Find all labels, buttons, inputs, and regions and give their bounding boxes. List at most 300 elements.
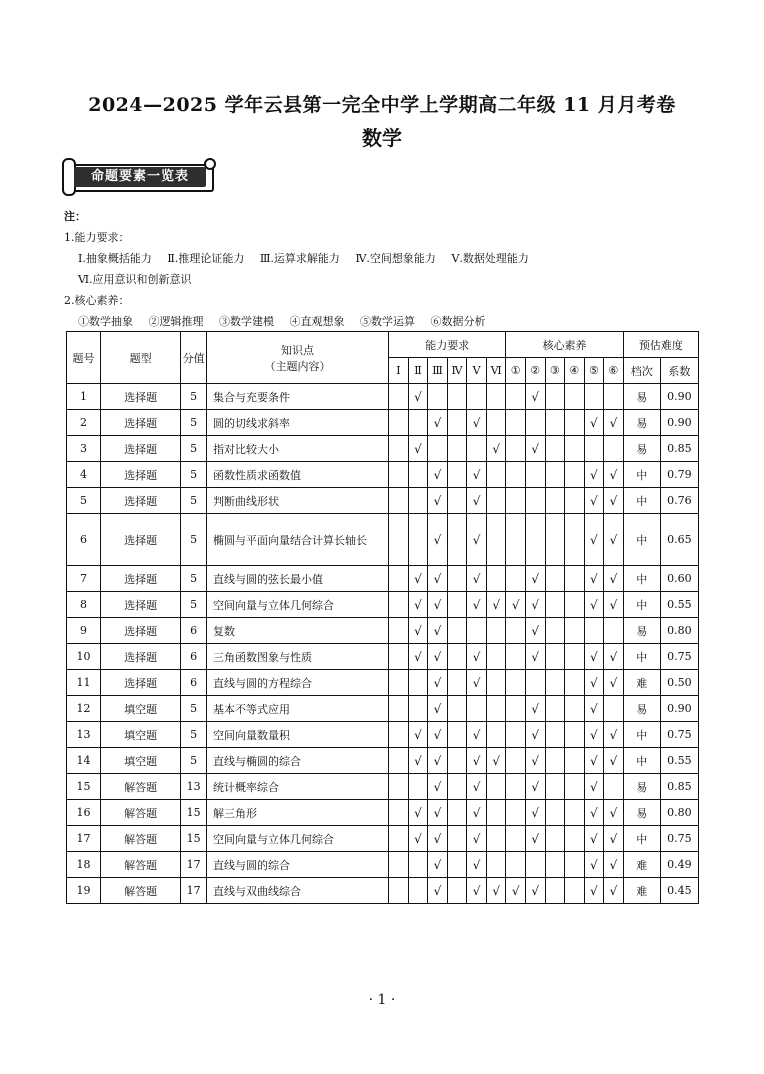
ability-6: Ⅵ.应用意识和创新意识 <box>78 273 192 286</box>
notes-item-2: 2.核心素养： <box>64 294 130 307</box>
cell-ability-5 <box>467 696 487 722</box>
cell-ability-1 <box>389 514 409 566</box>
header-literacy: 核心素养 <box>506 332 623 358</box>
cell-level: 难 <box>623 878 660 904</box>
cell-ability-4 <box>447 592 467 618</box>
cell-literacy-6: √ <box>604 878 624 904</box>
cell-ability-1 <box>389 748 409 774</box>
cell-ability-5: √ <box>467 722 487 748</box>
cell-no: 1 <box>67 384 101 410</box>
cell-literacy-3 <box>545 670 565 696</box>
cell-coef: 0.80 <box>660 800 698 826</box>
cell-ability-5: √ <box>467 566 487 592</box>
cell-level: 难 <box>623 670 660 696</box>
cell-no: 12 <box>67 696 101 722</box>
cell-literacy-1 <box>506 644 526 670</box>
cell-ability-2 <box>408 696 428 722</box>
cell-ability-4 <box>447 670 467 696</box>
cell-level: 易 <box>623 436 660 462</box>
cell-type: 选择题 <box>100 436 180 462</box>
header-ability-3: Ⅲ <box>428 358 448 384</box>
cell-ability-6 <box>486 826 506 852</box>
cell-literacy-3 <box>545 722 565 748</box>
cell-ability-1 <box>389 592 409 618</box>
cell-literacy-2: √ <box>525 748 545 774</box>
cell-literacy-4 <box>565 670 585 696</box>
cell-literacy-1 <box>506 826 526 852</box>
subject-title: 数学 <box>362 126 402 150</box>
cell-literacy-5 <box>584 384 604 410</box>
cell-coef: 0.60 <box>660 566 698 592</box>
cell-literacy-6: √ <box>604 488 624 514</box>
cell-topic: 椭圆与平面向量结合计算长轴长 <box>206 514 388 566</box>
cell-literacy-4 <box>565 514 585 566</box>
cell-topic: 三角函数图象与性质 <box>206 644 388 670</box>
table-row <box>67 462 699 488</box>
cell-type: 填空题 <box>100 748 180 774</box>
cell-coef: 0.55 <box>660 748 698 774</box>
cell-literacy-4 <box>565 878 585 904</box>
cell-level: 中 <box>623 644 660 670</box>
cell-ability-1 <box>389 670 409 696</box>
cell-literacy-6 <box>604 774 624 800</box>
cell-no: 16 <box>67 800 101 826</box>
cell-literacy-4 <box>565 748 585 774</box>
cell-literacy-5: √ <box>584 514 604 566</box>
cell-score: 13 <box>181 774 207 800</box>
cell-ability-5 <box>467 618 487 644</box>
table-row <box>67 592 699 618</box>
cell-literacy-5: √ <box>584 566 604 592</box>
cell-no: 4 <box>67 462 101 488</box>
cell-coef: 0.50 <box>660 670 698 696</box>
cell-literacy-2: √ <box>525 644 545 670</box>
cell-level: 难 <box>623 852 660 878</box>
cell-ability-6 <box>486 618 506 644</box>
cell-literacy-1 <box>506 410 526 436</box>
cell-ability-5: √ <box>467 774 487 800</box>
page-number: · 1 · <box>368 992 396 1008</box>
cell-ability-3: √ <box>428 566 448 592</box>
cell-coef: 0.75 <box>660 644 698 670</box>
cell-no: 2 <box>67 410 101 436</box>
cell-level: 中 <box>623 566 660 592</box>
cell-literacy-1 <box>506 436 526 462</box>
table-body <box>67 384 699 904</box>
cell-ability-4 <box>447 774 467 800</box>
cell-ability-5: √ <box>467 826 487 852</box>
cell-topic: 指对比较大小 <box>206 436 388 462</box>
cell-coef: 0.90 <box>660 410 698 436</box>
cell-literacy-5: √ <box>584 462 604 488</box>
cell-literacy-6: √ <box>604 462 624 488</box>
cell-ability-4 <box>447 800 467 826</box>
cell-ability-1 <box>389 566 409 592</box>
cell-level: 易 <box>623 696 660 722</box>
cell-ability-6 <box>486 774 506 800</box>
cell-literacy-6: √ <box>604 592 624 618</box>
literacy-5: ⑤数学运算 <box>360 315 415 328</box>
cell-ability-4 <box>447 878 467 904</box>
header-type: 题型 <box>100 332 180 384</box>
cell-type: 选择题 <box>100 384 180 410</box>
cell-ability-3: √ <box>428 488 448 514</box>
cell-literacy-1 <box>506 696 526 722</box>
cell-literacy-2 <box>525 852 545 878</box>
cell-literacy-2: √ <box>525 800 545 826</box>
literacy-list <box>64 311 744 332</box>
cell-type: 选择题 <box>100 462 180 488</box>
cell-topic: 空间向量与立体几何综合 <box>206 826 388 852</box>
cell-literacy-1 <box>506 670 526 696</box>
table-row <box>67 722 699 748</box>
cell-literacy-2: √ <box>525 566 545 592</box>
cell-literacy-1 <box>506 384 526 410</box>
cell-literacy-5: √ <box>584 800 604 826</box>
cell-ability-3: √ <box>428 774 448 800</box>
cell-literacy-3 <box>545 748 565 774</box>
cell-ability-6: √ <box>486 592 506 618</box>
cell-ability-4 <box>447 462 467 488</box>
cell-coef: 0.76 <box>660 488 698 514</box>
header-ability-6: Ⅵ <box>486 358 506 384</box>
cell-ability-3: √ <box>428 592 448 618</box>
cell-literacy-6 <box>604 618 624 644</box>
literacy-4: ④直观想象 <box>289 315 345 328</box>
header-level: 档次 <box>623 358 660 384</box>
cell-topic: 直线与椭圆的综合 <box>206 748 388 774</box>
cell-topic: 基本不等式应用 <box>206 696 388 722</box>
table-row <box>67 878 699 904</box>
cell-score: 5 <box>181 566 207 592</box>
cell-ability-5: √ <box>467 878 487 904</box>
cell-ability-2 <box>408 514 428 566</box>
cell-no: 13 <box>67 722 101 748</box>
cell-literacy-3 <box>545 436 565 462</box>
cell-literacy-5: √ <box>584 774 604 800</box>
cell-type: 选择题 <box>100 618 180 644</box>
cell-literacy-1 <box>506 800 526 826</box>
cell-literacy-1 <box>506 774 526 800</box>
header-ability: 能力要求 <box>389 332 506 358</box>
cell-topic: 空间向量与立体几何综合 <box>206 592 388 618</box>
cell-score: 5 <box>181 436 207 462</box>
cell-ability-2 <box>408 462 428 488</box>
notes-section <box>64 206 744 332</box>
cell-coef: 0.90 <box>660 384 698 410</box>
table-row <box>67 514 699 566</box>
cell-ability-3: √ <box>428 410 448 436</box>
cell-ability-2: √ <box>408 800 428 826</box>
cell-ability-4 <box>447 436 467 462</box>
header-ability-5: Ⅴ <box>467 358 487 384</box>
cell-type: 选择题 <box>100 592 180 618</box>
cell-ability-4 <box>447 826 467 852</box>
cell-literacy-5: √ <box>584 722 604 748</box>
cell-ability-6 <box>486 722 506 748</box>
cell-literacy-6: √ <box>604 826 624 852</box>
cell-no: 19 <box>67 878 101 904</box>
cell-ability-1 <box>389 618 409 644</box>
exam-title: 2024—2025 学年云县第一完全中学上学期高二年级 11 月月考卷 <box>88 94 676 116</box>
cell-ability-1 <box>389 878 409 904</box>
cell-literacy-5: √ <box>584 410 604 436</box>
cell-ability-2 <box>408 488 428 514</box>
cell-type: 选择题 <box>100 670 180 696</box>
cell-topic: 直线与圆的综合 <box>206 852 388 878</box>
table-row <box>67 384 699 410</box>
cell-ability-4 <box>447 384 467 410</box>
cell-ability-2 <box>408 410 428 436</box>
cell-ability-4 <box>447 852 467 878</box>
cell-literacy-2: √ <box>525 592 545 618</box>
cell-no: 3 <box>67 436 101 462</box>
cell-score: 6 <box>181 670 207 696</box>
table-row <box>67 748 699 774</box>
cell-literacy-5 <box>584 618 604 644</box>
cell-literacy-3 <box>545 618 565 644</box>
cell-ability-3: √ <box>428 800 448 826</box>
cell-literacy-4 <box>565 696 585 722</box>
cell-literacy-1 <box>506 722 526 748</box>
cell-topic: 统计概率综合 <box>206 774 388 800</box>
cell-literacy-1: √ <box>506 878 526 904</box>
cell-ability-3: √ <box>428 462 448 488</box>
cell-literacy-3 <box>545 384 565 410</box>
cell-literacy-3 <box>545 644 565 670</box>
cell-type: 选择题 <box>100 488 180 514</box>
cell-ability-6 <box>486 488 506 514</box>
table-row <box>67 618 699 644</box>
table-row <box>67 852 699 878</box>
cell-ability-5 <box>467 384 487 410</box>
cell-literacy-2: √ <box>525 436 545 462</box>
cell-level: 中 <box>623 462 660 488</box>
cell-level: 易 <box>623 618 660 644</box>
cell-literacy-2: √ <box>525 696 545 722</box>
cell-ability-4 <box>447 696 467 722</box>
cell-topic: 圆的切线求斜率 <box>206 410 388 436</box>
cell-literacy-4 <box>565 592 585 618</box>
cell-topic: 解三角形 <box>206 800 388 826</box>
cell-ability-5: √ <box>467 670 487 696</box>
cell-ability-3: √ <box>428 826 448 852</box>
cell-ability-3: √ <box>428 878 448 904</box>
header-literacy-5: ⑤ <box>584 358 604 384</box>
cell-topic: 函数性质求函数值 <box>206 462 388 488</box>
cell-type: 选择题 <box>100 410 180 436</box>
cell-literacy-2: √ <box>525 722 545 748</box>
cell-ability-1 <box>389 462 409 488</box>
cell-score: 6 <box>181 644 207 670</box>
cell-topic: 集合与充要条件 <box>206 384 388 410</box>
cell-literacy-6: √ <box>604 644 624 670</box>
cell-ability-1 <box>389 384 409 410</box>
cell-literacy-1 <box>506 852 526 878</box>
cell-literacy-1 <box>506 462 526 488</box>
ability-list <box>64 248 744 269</box>
cell-ability-4 <box>447 488 467 514</box>
header-ability-2: Ⅱ <box>408 358 428 384</box>
cell-ability-2 <box>408 878 428 904</box>
cell-literacy-2 <box>525 514 545 566</box>
cell-level: 中 <box>623 514 660 566</box>
cell-topic: 复数 <box>206 618 388 644</box>
header-literacy-1: ① <box>506 358 526 384</box>
table-row <box>67 410 699 436</box>
cell-literacy-4 <box>565 384 585 410</box>
header-ability-4: Ⅳ <box>447 358 467 384</box>
cell-ability-5: √ <box>467 514 487 566</box>
cell-ability-6 <box>486 462 506 488</box>
header-literacy-3: ③ <box>545 358 565 384</box>
cell-score: 5 <box>181 384 207 410</box>
table-row <box>67 488 699 514</box>
cell-ability-3: √ <box>428 670 448 696</box>
cell-ability-3: √ <box>428 644 448 670</box>
header-coef: 系数 <box>660 358 698 384</box>
cell-score: 6 <box>181 618 207 644</box>
cell-ability-1 <box>389 644 409 670</box>
header-no: 题号 <box>67 332 101 384</box>
cell-level: 易 <box>623 410 660 436</box>
cell-literacy-6: √ <box>604 722 624 748</box>
literacy-6: ⑥数据分析 <box>430 315 486 328</box>
cell-level: 中 <box>623 748 660 774</box>
cell-level: 易 <box>623 774 660 800</box>
cell-ability-5: √ <box>467 800 487 826</box>
cell-ability-2: √ <box>408 436 428 462</box>
cell-coef: 0.49 <box>660 852 698 878</box>
cell-ability-4 <box>447 748 467 774</box>
cell-ability-1 <box>389 410 409 436</box>
cell-literacy-3 <box>545 696 565 722</box>
literacy-3: ③数学建模 <box>219 315 274 328</box>
notes-label: 注： <box>64 210 86 223</box>
cell-literacy-4 <box>565 566 585 592</box>
cell-ability-1 <box>389 488 409 514</box>
cell-type: 解答题 <box>100 826 180 852</box>
cell-literacy-6: √ <box>604 800 624 826</box>
cell-ability-6 <box>486 514 506 566</box>
cell-literacy-4 <box>565 488 585 514</box>
literacy-1: ①数学抽象 <box>78 315 133 328</box>
cell-literacy-4 <box>565 462 585 488</box>
literacy-2: ②逻辑推理 <box>148 315 204 328</box>
cell-ability-4 <box>447 566 467 592</box>
cell-literacy-3 <box>545 462 565 488</box>
cell-score: 15 <box>181 826 207 852</box>
cell-literacy-2: √ <box>525 774 545 800</box>
cell-literacy-4 <box>565 852 585 878</box>
cell-no: 14 <box>67 748 101 774</box>
cell-ability-4 <box>447 410 467 436</box>
cell-score: 5 <box>181 592 207 618</box>
cell-score: 17 <box>181 852 207 878</box>
cell-score: 5 <box>181 488 207 514</box>
cell-ability-1 <box>389 826 409 852</box>
cell-literacy-2 <box>525 488 545 514</box>
cell-ability-3: √ <box>428 696 448 722</box>
cell-ability-6 <box>486 566 506 592</box>
cell-coef: 0.79 <box>660 462 698 488</box>
cell-ability-3: √ <box>428 514 448 566</box>
cell-literacy-1: √ <box>506 592 526 618</box>
table-row <box>67 566 699 592</box>
cell-literacy-5: √ <box>584 826 604 852</box>
cell-ability-2: √ <box>408 644 428 670</box>
cell-coef: 0.75 <box>660 722 698 748</box>
ability-2: Ⅱ.推理论证能力 <box>167 252 245 265</box>
cell-literacy-2: √ <box>525 384 545 410</box>
header-knowledge-sub: （主题内容） <box>264 359 331 373</box>
cell-ability-2: √ <box>408 826 428 852</box>
cell-ability-5 <box>467 436 487 462</box>
cell-ability-1 <box>389 800 409 826</box>
cell-topic: 直线与双曲线综合 <box>206 878 388 904</box>
cell-literacy-4 <box>565 618 585 644</box>
cell-ability-6 <box>486 410 506 436</box>
cell-ability-2: √ <box>408 566 428 592</box>
cell-coef: 0.85 <box>660 774 698 800</box>
cell-score: 5 <box>181 462 207 488</box>
cell-type: 解答题 <box>100 878 180 904</box>
cell-no: 5 <box>67 488 101 514</box>
cell-ability-2: √ <box>408 722 428 748</box>
cell-ability-5: √ <box>467 748 487 774</box>
cell-type: 解答题 <box>100 800 180 826</box>
cell-level: 易 <box>623 800 660 826</box>
cell-literacy-5: √ <box>584 878 604 904</box>
cell-coef: 0.55 <box>660 592 698 618</box>
cell-score: 5 <box>181 514 207 566</box>
cell-ability-3: √ <box>428 618 448 644</box>
header-literacy-4: ④ <box>565 358 585 384</box>
cell-coef: 0.80 <box>660 618 698 644</box>
cell-literacy-4 <box>565 644 585 670</box>
cell-literacy-2 <box>525 462 545 488</box>
cell-ability-1 <box>389 852 409 878</box>
cell-type: 解答题 <box>100 774 180 800</box>
cell-no: 7 <box>67 566 101 592</box>
cell-ability-4 <box>447 618 467 644</box>
cell-no: 10 <box>67 644 101 670</box>
cell-literacy-3 <box>545 488 565 514</box>
cell-ability-2: √ <box>408 618 428 644</box>
cell-literacy-6 <box>604 436 624 462</box>
table-row <box>67 644 699 670</box>
cell-literacy-3 <box>545 774 565 800</box>
cell-coef: 0.90 <box>660 696 698 722</box>
cell-literacy-3 <box>545 592 565 618</box>
cell-literacy-4 <box>565 774 585 800</box>
cell-type: 填空题 <box>100 722 180 748</box>
header-knowledge <box>206 332 388 384</box>
notes-item-1: 1.能力要求： <box>64 231 130 244</box>
table-row <box>67 774 699 800</box>
header-knowledge-main: 知识点 <box>281 343 315 357</box>
cell-literacy-1 <box>506 566 526 592</box>
cell-literacy-6: √ <box>604 410 624 436</box>
header-literacy-6: ⑥ <box>604 358 624 384</box>
cell-literacy-6: √ <box>604 852 624 878</box>
cell-ability-3 <box>428 436 448 462</box>
cell-literacy-5: √ <box>584 852 604 878</box>
cell-topic: 直线与圆的弦长最小值 <box>206 566 388 592</box>
cell-literacy-3 <box>545 878 565 904</box>
cell-level: 中 <box>623 488 660 514</box>
cell-no: 6 <box>67 514 101 566</box>
